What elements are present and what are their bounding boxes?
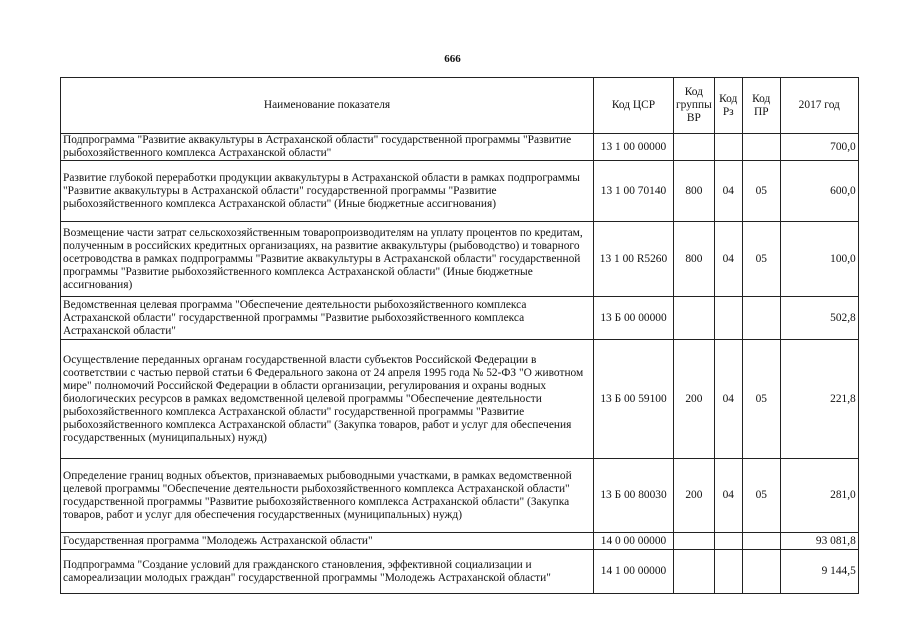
header-code-vr-line3: ВР (686, 112, 701, 124)
header-code-rz-line1: Код (719, 92, 738, 105)
header-indicator-name: Наименование показателя (61, 78, 594, 134)
row-amount: 281,0 (780, 459, 858, 533)
row-amount: 9 144,5 (780, 550, 858, 594)
row-code-pr (742, 134, 780, 161)
table-row (61, 340, 859, 459)
row-code-rz: 04 (714, 161, 742, 222)
header-year-2017: 2017 год (780, 78, 858, 134)
row-code-vr: 800 (674, 222, 715, 297)
row-code-csr: 14 1 00 00000 (594, 550, 674, 594)
table-row (61, 533, 859, 550)
row-code-pr: 05 (742, 459, 780, 533)
row-code-csr: 13 Б 00 00000 (594, 297, 674, 340)
row-code-rz: 04 (714, 459, 742, 533)
row-code-csr: 13 Б 00 59100 (594, 340, 674, 459)
row-name: Развитие глубокой переработки продукции аквакультуры в Астраханской области в рамках подпрограммы "Развитие аквакультуры в Астраханской области" государственной программы "Развитие рыбохозяйственного комплекса Астраханской области" (Иные бюджетные ассигнования) (61, 161, 594, 222)
row-code-rz: 04 (714, 340, 742, 459)
row-amount: 221,8 (780, 340, 858, 459)
header-code-rz-line2: Рз (722, 105, 734, 118)
table-row (61, 134, 859, 161)
row-code-pr (742, 533, 780, 550)
row-code-vr (674, 550, 715, 594)
header-code-pr-line2: ПР (753, 105, 769, 118)
row-code-rz (714, 550, 742, 594)
row-code-rz (714, 533, 742, 550)
row-code-csr: 14 0 00 00000 (594, 533, 674, 550)
row-code-csr: 13 Б 00 80030 (594, 459, 674, 533)
row-name: Подпрограмма "Развитие аквакультуры в Астраханской области" государственной программы "Развитие рыбохозяйственного комплекса Астраханской области" (61, 134, 594, 161)
row-amount: 600,0 (780, 161, 858, 222)
header-code-rz (714, 78, 742, 134)
row-code-vr (674, 134, 715, 161)
header-code-vr (674, 78, 715, 134)
row-code-csr: 13 1 00 00000 (594, 134, 674, 161)
row-code-vr: 200 (674, 459, 715, 533)
row-code-pr: 05 (742, 161, 780, 222)
row-code-pr: 05 (742, 222, 780, 297)
row-code-rz (714, 134, 742, 161)
row-code-csr: 13 1 00 R5260 (594, 222, 674, 297)
row-name: Подпрограмма "Создание условий для гражданского становления, эффективной социализации и самореализации молодых граждан" государственной программы "Молодежь Астраханской области" (61, 550, 594, 594)
row-code-vr (674, 533, 715, 550)
budget-table (60, 77, 859, 594)
table-row (61, 459, 859, 533)
row-name: Государственная программа "Молодежь Астраханской области" (61, 533, 594, 550)
row-code-rz (714, 297, 742, 340)
row-code-csr: 13 1 00 70140 (594, 161, 674, 222)
header-code-vr-line2: группы (676, 99, 712, 111)
header-code-pr-line1: Код (752, 92, 771, 105)
row-code-pr: 05 (742, 340, 780, 459)
row-amount: 502,8 (780, 297, 858, 340)
table-row (61, 297, 859, 340)
table-header-row (61, 78, 859, 134)
table-row (61, 161, 859, 222)
row-name: Ведомственная целевая программа "Обеспечение деятельности рыбохозяйственного комплекса Астраханской области" государственной программы "Развитие рыбохозяйственного комплекса Астраханской области" (61, 297, 594, 340)
row-amount: 100,0 (780, 222, 858, 297)
page-number: 666 (444, 53, 461, 65)
table-row (61, 222, 859, 297)
row-name: Осуществление переданных органам государственной власти субъектов Российской Федерации в соответствии с частью первой статьи 6 Федерального закона от 24 апреля 1995 года № 52-ФЗ "О животном мире" полномочий Российской Федерации в области организации, регулирования и охраны водных биологических ресурсов в рамках ведомственной целевой программы "Обеспечение деятельности рыбохозяйственного комплекса Астраханской области" государственной программы "Развитие рыбохозяйственного комплекса Астраханской области" (Закупка товаров, работ и услуг для обеспечения государственных (муниципальных) нужд) (61, 340, 594, 459)
row-code-vr (674, 297, 715, 340)
row-code-rz: 04 (714, 222, 742, 297)
header-code-pr (742, 78, 780, 134)
header-code-vr-line1: Код (684, 86, 703, 98)
table-row (61, 550, 859, 594)
row-code-pr (742, 297, 780, 340)
row-code-pr (742, 550, 780, 594)
row-amount: 93 081,8 (780, 533, 858, 550)
row-code-vr: 200 (674, 340, 715, 459)
row-name: Определение границ водных объектов, признаваемых рыбоводными участками, в рамках ведомственной целевой программы "Обеспечение деятельности рыбохозяйственного комплекса Астраханской области" государственной программы "Развитие рыбохозяйственного комплекса Астраханской области" (Закупка товаров, работ и услуг для обеспечения государственных (муниципальных) нужд) (61, 459, 594, 533)
row-code-vr: 800 (674, 161, 715, 222)
header-code-csr: Код ЦСР (594, 78, 674, 134)
row-name: Возмещение части затрат сельскохозяйственным товаропроизводителям на уплату процентов по кредитам, полученным в российских кредитных организациях, на развитие аквакультуры (рыбоводство) и товарного осетроводства в рамках подпрограммы "Развитие аквакультуры в Астраханской области" государственной программы "Развитие рыбохозяйственного комплекса Астраханской области" (Иные бюджетные ассигнования) (61, 222, 594, 297)
row-amount: 700,0 (780, 134, 858, 161)
